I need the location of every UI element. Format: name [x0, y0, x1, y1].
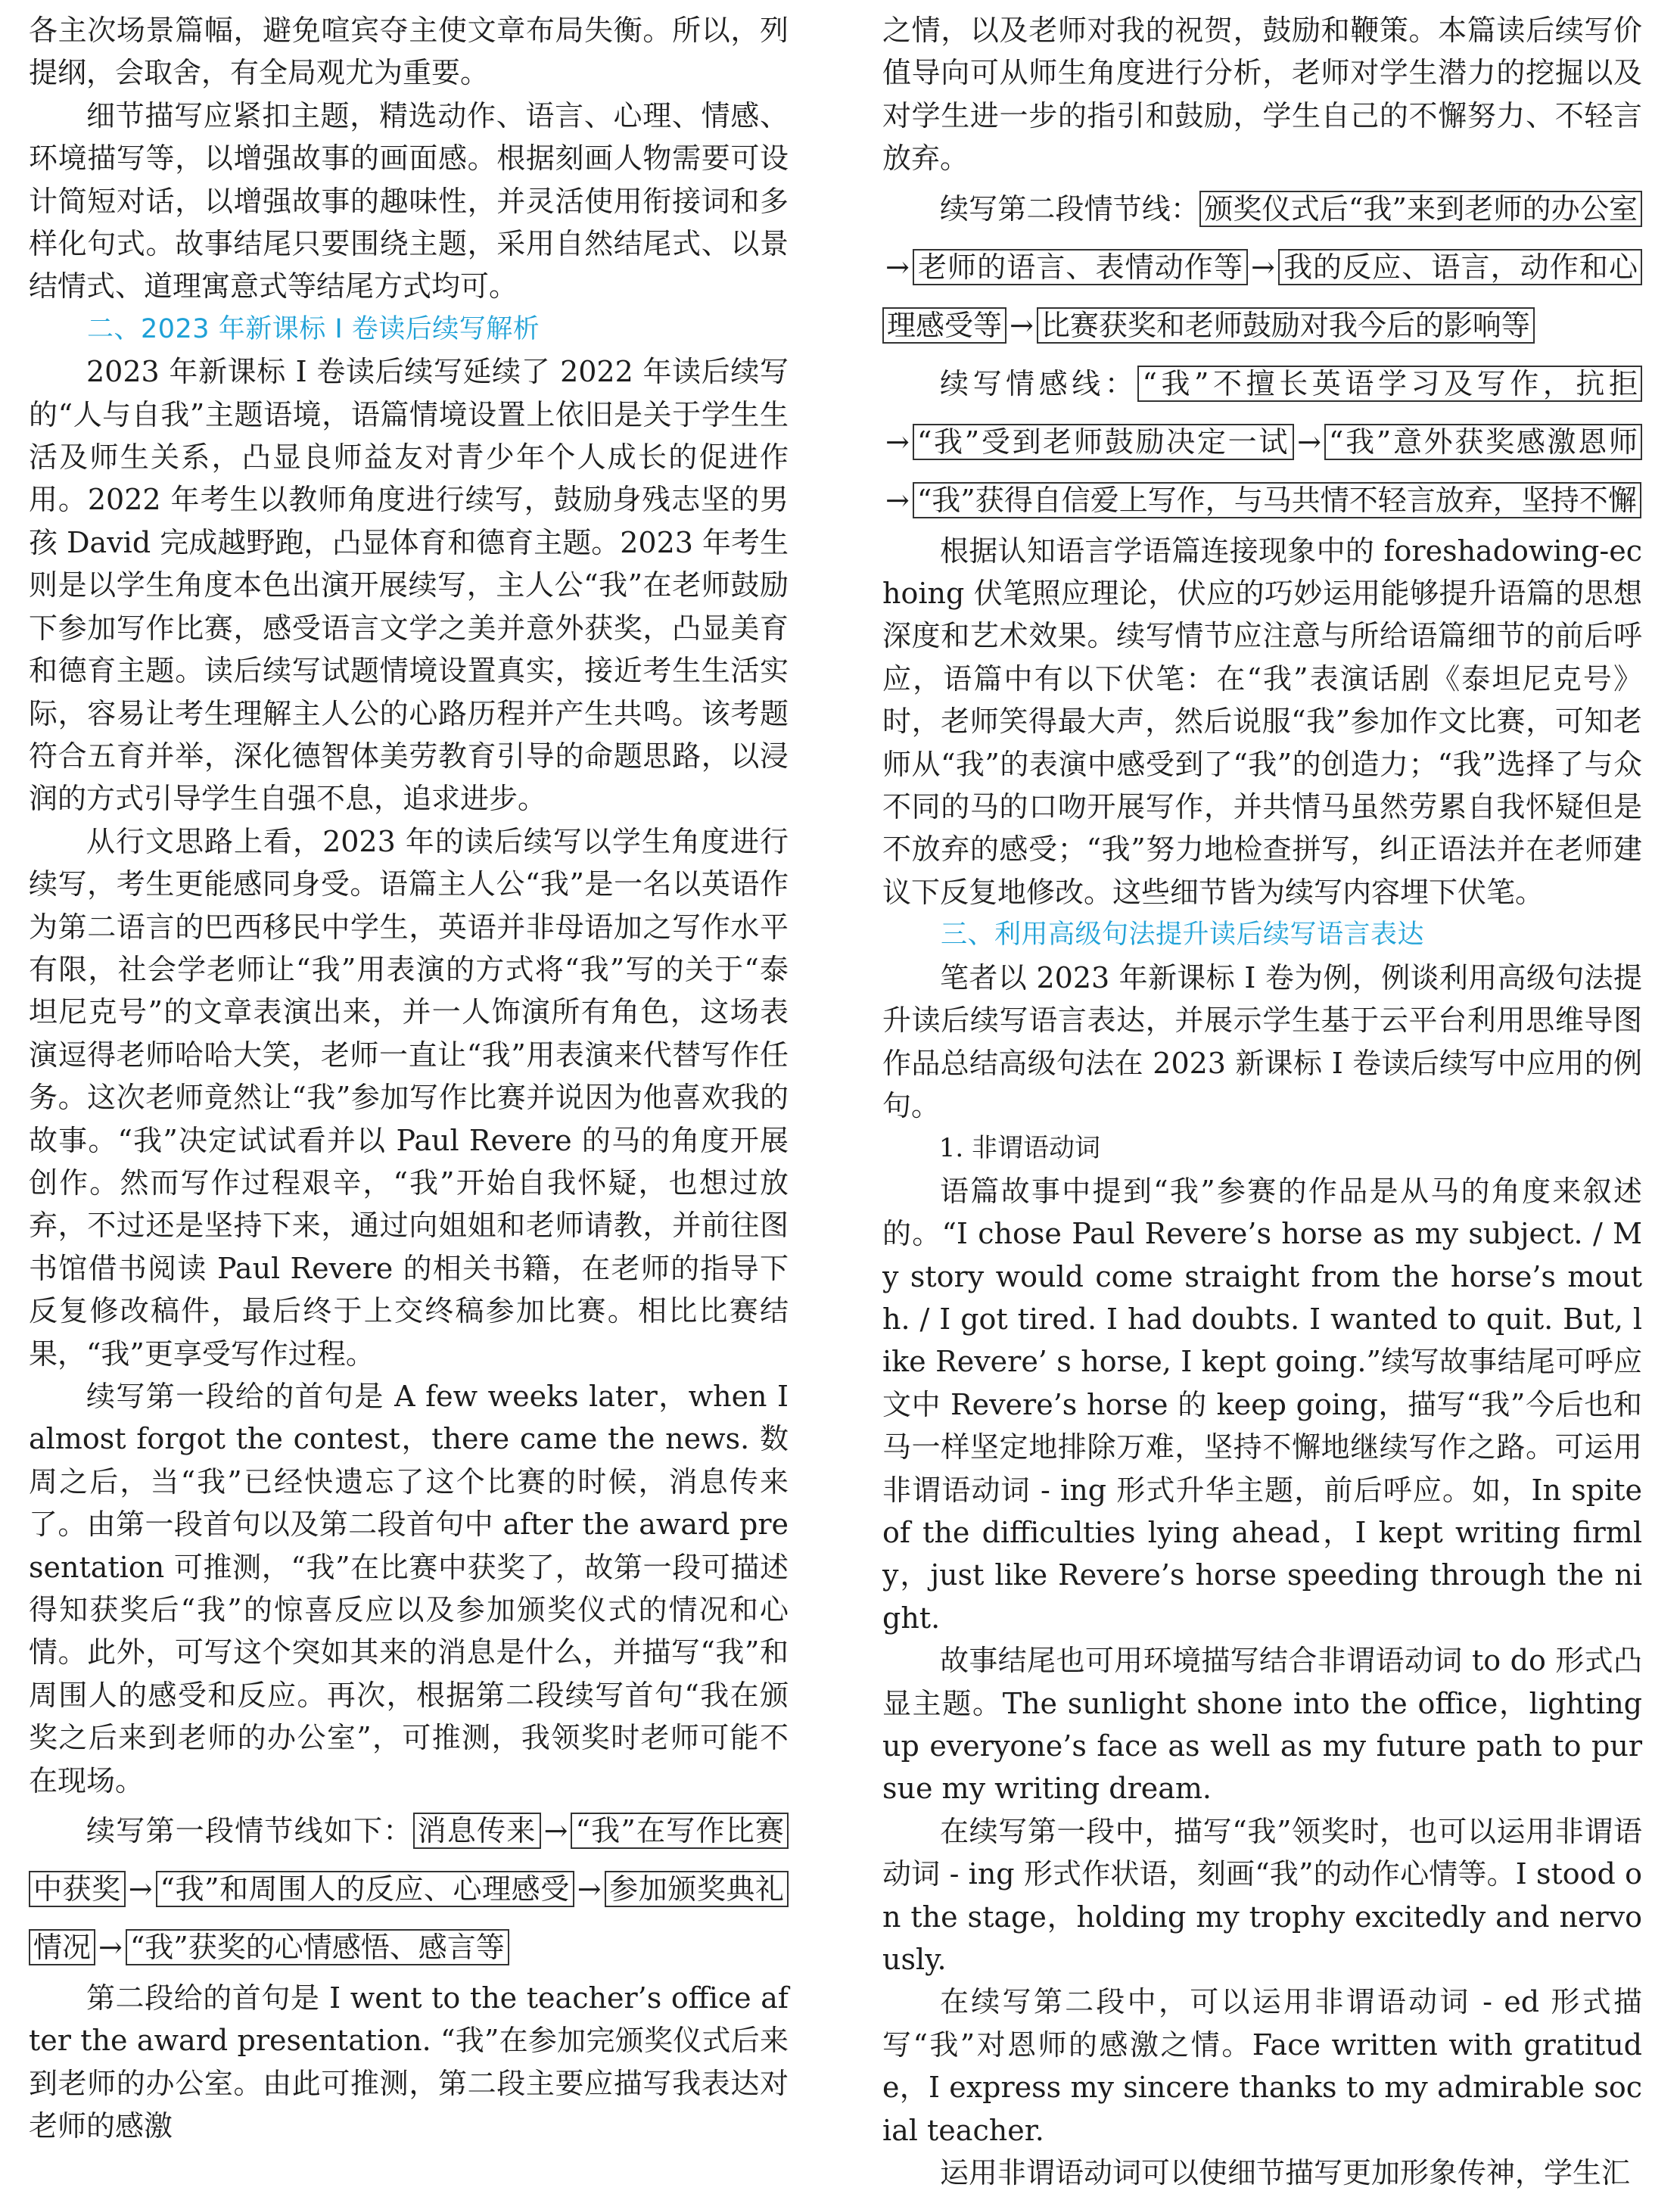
flow-box: “我”不擅长英语学习及写作，抗拒	[1137, 366, 1642, 402]
arrow-right-icon: →	[1297, 425, 1321, 459]
subsection-heading	[882, 1127, 1642, 1169]
plot-flow-line	[882, 355, 1642, 530]
paragraph	[882, 530, 1642, 914]
text-run: 笔者以 2023 年新课标 I 卷为例，例谈利用高级句法提升读后续写语言表达，并展示学生基于云平台利用思维导图作品总结高级句法在 2023 新课标 I 卷读后续写中应用的例句。	[882, 960, 1642, 1122]
paragraph	[882, 1639, 1642, 1810]
left-column	[29, 9, 789, 2148]
flow-box: 消息传来	[413, 1813, 541, 1849]
arrow-right-icon: →	[543, 1814, 568, 1848]
text-run: 在续写第二段中，可以运用非谓语动词 - ed 形式描写“我”对恩师的感激之情。Face written with gratitude，I express my sincere thanks to my admirable social teacher.	[882, 1985, 1642, 2147]
text-run: 细节描写应紧扣主题，精选动作、语言、心理、情感、环境描写等，以增强故事的画面感。根据刻画人物需要可设计简短对话，以增强故事的趣味性，并灵活使用衔接词和多样化句式。故事结尾只要围绕主题，采用自然结尾式、以景结情式、道理寓意式等结尾方式均可。	[29, 98, 789, 303]
text-run: 第二段给的首句是 I went to the teacher’s office after the award presentation. “我”在参加完颁奖仪式后来到老师的办公室。由此可推测，第二段主要应描写我表达对老师的感激	[29, 1981, 789, 2143]
arrow-right-icon: →	[577, 1872, 602, 1906]
flow-box: “我”在写作比赛中获奖	[29, 1813, 789, 1907]
right-column	[882, 9, 1642, 2194]
text-run: 续写第一段给的首句是 A few weeks later，when I almost forgot the contest，there came the news. 数周之后，当“我”已经快遗忘了这个比赛的时候，消息传来了。由第一段首句以及第二段首句中 after the award presentation 可推测，“我”在比赛中获奖了，故第一段可描述得知获奖后“我”的惊喜反应以及参加颁奖仪式的情况和心情。此外，可写这个突如其来的消息是什么，并描写“我”和周围人的感受和反应。再次，根据第二段续写首句“我在颁奖之后来到老师的办公室”，可推测，我领奖时老师可能不在现场。	[29, 1380, 789, 1797]
text-run: 续写第一段情节线如下：	[86, 1814, 413, 1848]
section-heading	[882, 913, 1642, 956]
arrow-right-icon: →	[885, 483, 910, 517]
paragraph	[29, 9, 789, 95]
plot-flow-line	[29, 1802, 789, 1977]
arrow-right-icon: →	[98, 1931, 123, 1965]
paragraph	[29, 1977, 789, 2148]
flow-box: “我”获奖的心情感悟、感言等	[126, 1929, 509, 1965]
arrow-right-icon: →	[885, 425, 910, 459]
flow-box: “我”意外获奖感激恩师	[1324, 424, 1642, 460]
arrow-right-icon: →	[885, 250, 910, 284]
paragraph	[882, 1981, 1642, 2152]
text-run: 续写情感线：	[940, 366, 1138, 400]
text-run: 运用非谓语动词可以使细节描写更加形象传神，学生汇	[940, 2156, 1631, 2190]
paragraph	[29, 1375, 789, 1802]
flow-box: 我的反应、语言，动作和心理感受等	[882, 249, 1642, 344]
paragraph	[882, 957, 1642, 1128]
text-run: 二、2023 年新课标 I 卷读后续写解析	[87, 313, 540, 344]
flow-box: 比赛获奖和老师鼓励对我今后的影响等	[1037, 307, 1535, 344]
arrow-right-icon: →	[128, 1872, 153, 1906]
flow-box: 参加颁奖典礼情况	[29, 1871, 789, 1965]
text-run: 各主次场景篇幅，避免喧宾夺主使文章布局失衡。所以，列提纲，会取舍，有全局观尤为重要。	[29, 14, 789, 90]
flow-box: “我”受到老师鼓励决定一试	[913, 424, 1294, 460]
flow-box: “我”和周围人的反应、心理感受	[156, 1871, 574, 1907]
text-run: 1. 非谓语动词	[938, 1133, 1101, 1164]
text-run: 语篇故事中提到“我”参赛的作品是从马的角度来叙述的。“I chose Paul Revere’s horse as my subject. / My story would come straight from the horse’s mouth. / I got tired. I had doubts. I wanted to quit. But, like Revere’ s horse, I kept going.”续写故事结尾可呼应文中 Revere’s horse 的 keep going，描写“我”今后也和马一样坚定地排除万难，坚持不懈地继续写作之路。可运用非谓语动词 - ing 形式升华主题，前后呼应。如，In spite of the difficulties lying ahead，I kept writing firmly，just like Revere’s horse speeding through the night.	[882, 1174, 1642, 1635]
text-run: 根据认知语言学语篇连接现象中的 foreshadowing-echoing 伏笔照应理论，伏应的巧妙运用能够提升语篇的思想深度和艺术效果。续写情节应注意与所给语篇细节的前后呼应，语篇中有以下伏笔：在“我”表演话剧《泰坦尼克号》时，老师笑得最大声，然后说服“我”参加作文比赛，可知老师从“我”的表演中感受到了“我”的创造力；“我”选择了与众不同的马的口吻开展写作，并共情马虽然劳累自我怀疑但是不放弃的感受；“我”努力地检查拼写，纠正语法并在老师建议下反复地修改。这些细节皆为续写内容埋下伏笔。	[882, 534, 1642, 909]
arrow-right-icon: →	[1251, 250, 1275, 284]
text-run: 三、利用高级句法提升读后续写语言表达	[941, 920, 1425, 951]
plot-flow-line	[882, 180, 1642, 355]
flow-box: “我”获得自信爱上写作，与马共情不轻言放弃，坚持不懈	[913, 482, 1641, 518]
paragraph	[29, 820, 789, 1375]
paragraph	[882, 9, 1642, 180]
arrow-right-icon: →	[1010, 308, 1034, 342]
paragraph	[29, 95, 789, 308]
text-run: 之情，以及老师对我的祝贺，鼓励和鞭策。本篇读后续写价值导向可从师生角度进行分析，老师对学生潜力的挖掘以及对学生进一步的指引和鼓励，学生自己的不懈努力、不轻言放弃。	[882, 14, 1642, 176]
text-run: 故事结尾也可用环境描写结合非谓语动词 to do 形式凸显主题。The sunlight shone into the office，lighting up everyone’s face as well as my future path to pursue my writing dream.	[882, 1644, 1642, 1806]
paragraph	[29, 350, 789, 820]
text-run: 2023 年新课标 I 卷读后续写延续了 2022 年读后续写的“人与自我”主题语境，语篇情境设置上依旧是关于学生生活及师生关系，凸显良师益友对青少年个人成长的促进作用。2022 年考生以教师角度进行续写，鼓励身残志坚的男孩 David 完成越野跑，凸显体育和德育主题。2023 年考生则是以学生角度本色出演开展续写，主人公“我”在老师鼓励下参加写作比赛，感受语言文学之美并意外获奖，凸显美育和德育主题。读后续写试题情境设置真实，接近考生生活实际，容易让考生理解主人公的心路历程并产生共鸣。该考题符合五育并举，深化德智体美劳教育引导的命题思路，以浸润的方式引导学生自强不息，追求进步。	[29, 355, 789, 816]
paragraph	[882, 1810, 1642, 1981]
flow-box: 老师的语言、表情动作等	[913, 249, 1248, 285]
flow-box: 颁奖仪式后“我”来到老师的办公室	[1199, 191, 1642, 227]
paragraph	[882, 1170, 1642, 1639]
text-run: 续写第二段情节线：	[940, 191, 1200, 226]
section-heading	[29, 308, 789, 350]
paragraph	[882, 2152, 1642, 2194]
text-run: 在续写第一段中，描写“我”领奖时，也可以运用非谓语动词 - ing 形式作状语，刻画“我”的动作心情等。I stood on the stage，holding my trophy excitedly and nervously.	[882, 1814, 1642, 1977]
text-run: 从行文思路上看，2023 年的读后续写以学生角度进行续写，考生更能感同身受。语篇主人公“我”是一名以英语作为第二语言的巴西移民中学生，英语并非母语加之写作水平有限，社会学老师让“我”用表演的方式将“我”写的关于“泰坦尼克号”的文章表演出来，并一人饰演所有角色，这场表演逗得老师哈哈大笑，老师一直让“我”用表演来代替写作任务。这次老师竟然让“我”参加写作比赛并说因为他喜欢我的故事。“我”决定试试看并以 Paul Revere 的马的角度开展创作。然而写作过程艰辛，“我”开始自我怀疑，也想过放弃，不过还是坚持下来，通过向姐姐和老师请教，并前往图书馆借书阅读 Paul Revere 的相关书籍，在老师的指导下反复修改稿件，最后终于上交终稿参加比赛。相比比赛结果，“我”更享受写作过程。	[29, 824, 789, 1371]
